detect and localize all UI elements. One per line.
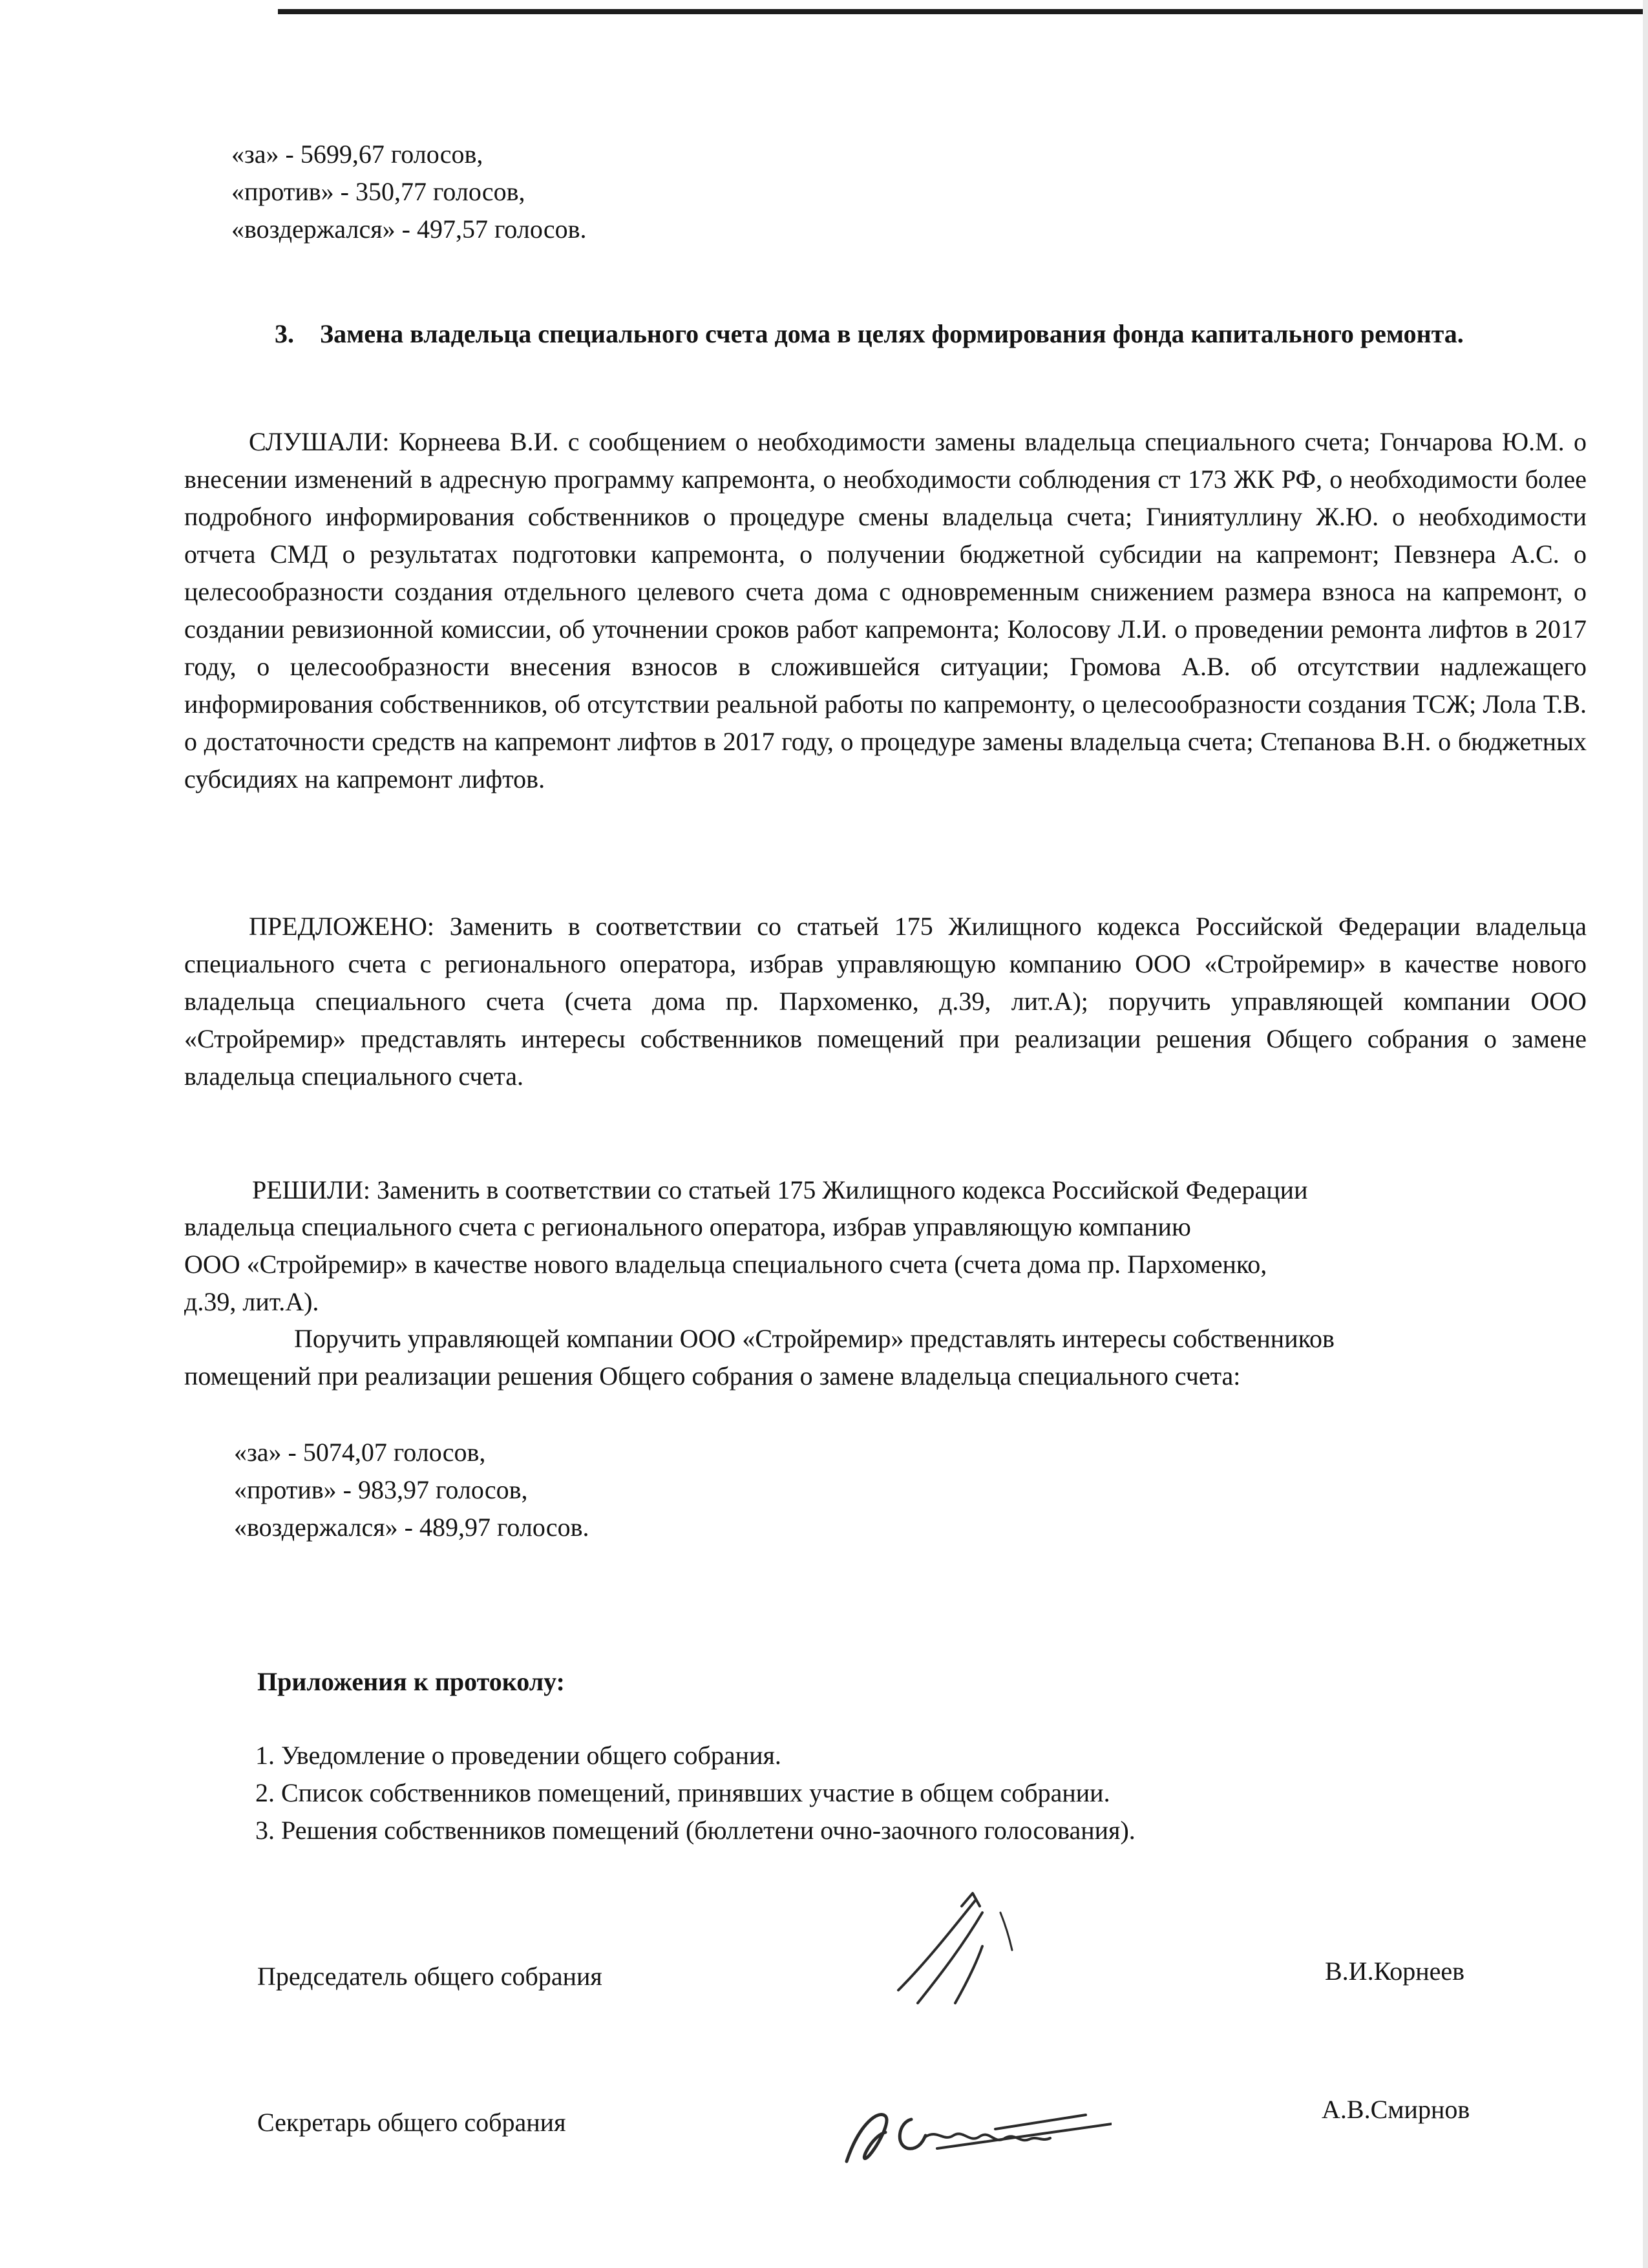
predlozheno-paragraph: ПРЕДЛОЖЕНО: Заменить в соответствии со статьей 175 Жилищного кодекса Российской Федерации владельца специального счета с регионального оператора, избрав управляющую компанию ООО «Стройремир» в качестве нового владельца специального счета (счета дома пр. Пархоменко, д.39, лит.А); поручить управляющей компании ООО «Стройремир» представлять интересы собственников помещений при реализации решения Общего собрания о замене владельца специального счета. bbox=[184, 912, 1587, 1091]
chair-role: Председатель общего собрания bbox=[257, 1962, 602, 1991]
votes-item2 bbox=[231, 136, 586, 248]
secretary-role: Секретарь общего собрания bbox=[257, 2108, 566, 2137]
votes-item3 bbox=[234, 1434, 589, 1546]
vote-protiv: «против» - 983,97 голосов, bbox=[234, 1475, 528, 1504]
appendix-item: 2. Список собственников помещений, принявших участие в общем собрании. bbox=[255, 1778, 1110, 1807]
reshili-line-1: РЕШИЛИ: Заменить в соответствии со статьей 175 Жилищного кодекса Российской Федерации bbox=[252, 1175, 1308, 1204]
secretary-signature bbox=[840, 2084, 1112, 2187]
secretary-name: А.В.Смирнов bbox=[1322, 2095, 1470, 2124]
appendix-item: 1. Уведомление о проведении общего собрания. bbox=[255, 1741, 781, 1770]
scan-right-edge bbox=[1643, 0, 1648, 2268]
vote-vozderzhalsya: «воздержался» - 489,97 голосов. bbox=[234, 1513, 589, 1542]
vote-za: «за» - 5074,07 голосов, bbox=[234, 1438, 486, 1467]
appendix-list bbox=[255, 1737, 1136, 1849]
chair-signature bbox=[885, 1874, 1047, 2055]
poruchit-line-2: помещений при реализации решения Общего собрания о замене владельца специального счета: bbox=[184, 1361, 1241, 1391]
vote-vozderzhalsya: «воздержался» - 497,57 голосов. bbox=[231, 215, 587, 244]
scan-top-edge bbox=[278, 9, 1648, 14]
vote-protiv: «против» - 350,77 голосов, bbox=[231, 177, 525, 206]
poruchit-line-1: Поручить управляющей компании ООО «Стройремир» представлять интересы собственников bbox=[294, 1324, 1335, 1353]
reshili-line-3: ООО «Стройремир» в качестве нового владельца специального счета (счета дома пр. Пархоменко, bbox=[184, 1250, 1267, 1279]
item3-number: 3. bbox=[275, 319, 294, 348]
vote-za: «за» - 5699,67 голосов, bbox=[231, 140, 483, 169]
appendix-item: 3. Решения собственников помещений (бюллетени очно-заочного голосования). bbox=[255, 1816, 1136, 1845]
appendix-title: Приложения к протоколу: bbox=[257, 1667, 565, 1696]
item3-title: Замена владельца специального счета дома в целях формирования фонда капитального ремонта. bbox=[320, 319, 1464, 348]
slushali-paragraph: СЛУШАЛИ: Корнеева В.И. с сообщением о необходимости замены владельца специального счета; Гончарова Ю.М. о внесении изменений в адресную программу капремонта, о необходимости соблюдения ст 173 ЖК РФ, о необходимости более подробного информирования собственников о процедуре смены владельца счета; Гиниятуллину Ж.Ю. о необходимости отчета СМД о результатах подготовки капремонта, о получении бюджетной субсидии на капремонт; Певзнера А.С. о целесообразности создания отдельного целевого счета дома с одновременным снижением размера взноса на капремонт, о создании ревизионной комиссии, об уточнении сроков работ капремонта; Колосову Л.И. о проведении ремонта лифтов в 2017 году, о целесообразности внесения взносов в сложившейся ситуации; Громова А.В. об отсутствии надлежащего информирования собственников, об отсутствии реальной работы по капремонту, о целесообразности создания ТСЖ; Лола Т.В. о достаточности средств на капремонт лифтов в 2017 году, о процедуре замены владельца счета; Степанова В.Н. о бюджетных субсидиях на капремонт лифтов. bbox=[184, 427, 1587, 793]
chair-name: В.И.Корнеев bbox=[1325, 1957, 1465, 1986]
reshili-line-2: владельца специального счета с регионального оператора, избрав управляющую компанию bbox=[184, 1212, 1191, 1241]
slushali-section bbox=[184, 423, 1587, 798]
predlozheno-section bbox=[184, 908, 1587, 1095]
reshili-line-4: д.39, лит.А). bbox=[184, 1287, 319, 1316]
